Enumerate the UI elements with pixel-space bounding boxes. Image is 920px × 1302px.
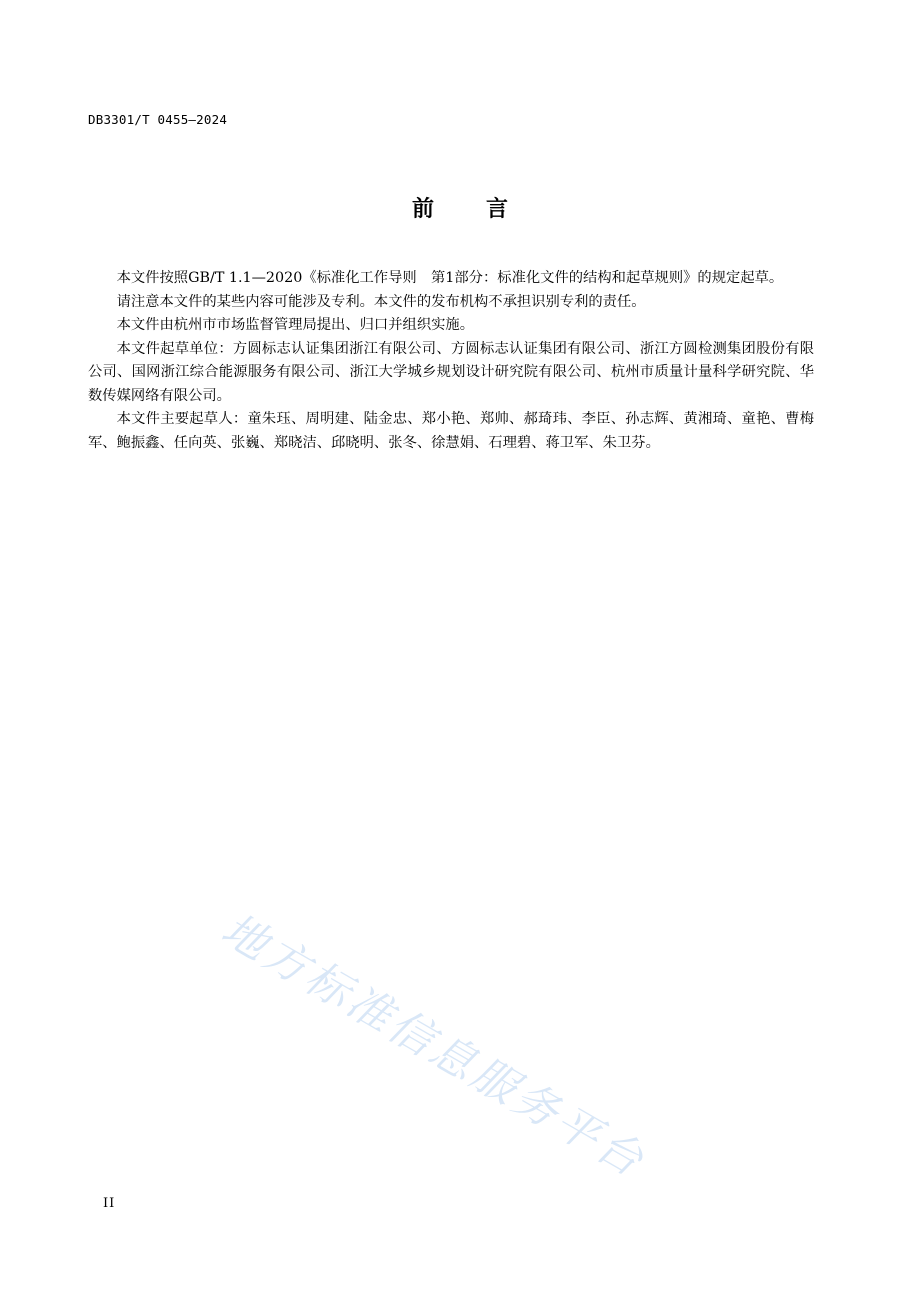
page-number: II <box>103 1196 116 1211</box>
paragraph-drafting-rules: 本文件按照GB/T 1.1—2020《标准化工作导则 第1部分：标准化文件的结构和起草规则》的规定起草。 <box>116 270 784 286</box>
watermark-text: 地方标准信息服务平台 <box>213 903 655 1188</box>
document-code: DB3301/T 0455—2024 <box>88 112 228 127</box>
paragraph-proposer: 本文件由杭州市市场监督管理局提出、归口并组织实施。 <box>116 317 475 333</box>
page-title: 前言 <box>411 197 560 222</box>
paragraph-drafting-units: 本文件起草单位：方圆标志认证集团浙江有限公司、方圆标志认证集团有限公司、浙江方圆检测集团股份有限公司、国网浙江综合能源服务有限公司、浙江大学城乡规划设计研究院有限公司、杭州市质量计量科学研究院、华数传媒网络有限公司。 <box>88 340 814 404</box>
foreword-body <box>88 267 814 455</box>
paragraph-drafters: 本文件主要起草人：童朱珏、周明建、陆金忠、郑小艳、郑帅、郝琦玮、李臣、孙志辉、黄湘琦、童艳、曹梅军、鲍振鑫、任向英、张巍、郑晓洁、邱晓明、张冬、徐慧娟、石理碧、蒋卫军、朱卫芬。 <box>88 411 814 451</box>
paragraph-patent-notice: 请注意本文件的某些内容可能涉及专利。本文件的发布机构不承担识别专利的责任。 <box>116 293 646 310</box>
